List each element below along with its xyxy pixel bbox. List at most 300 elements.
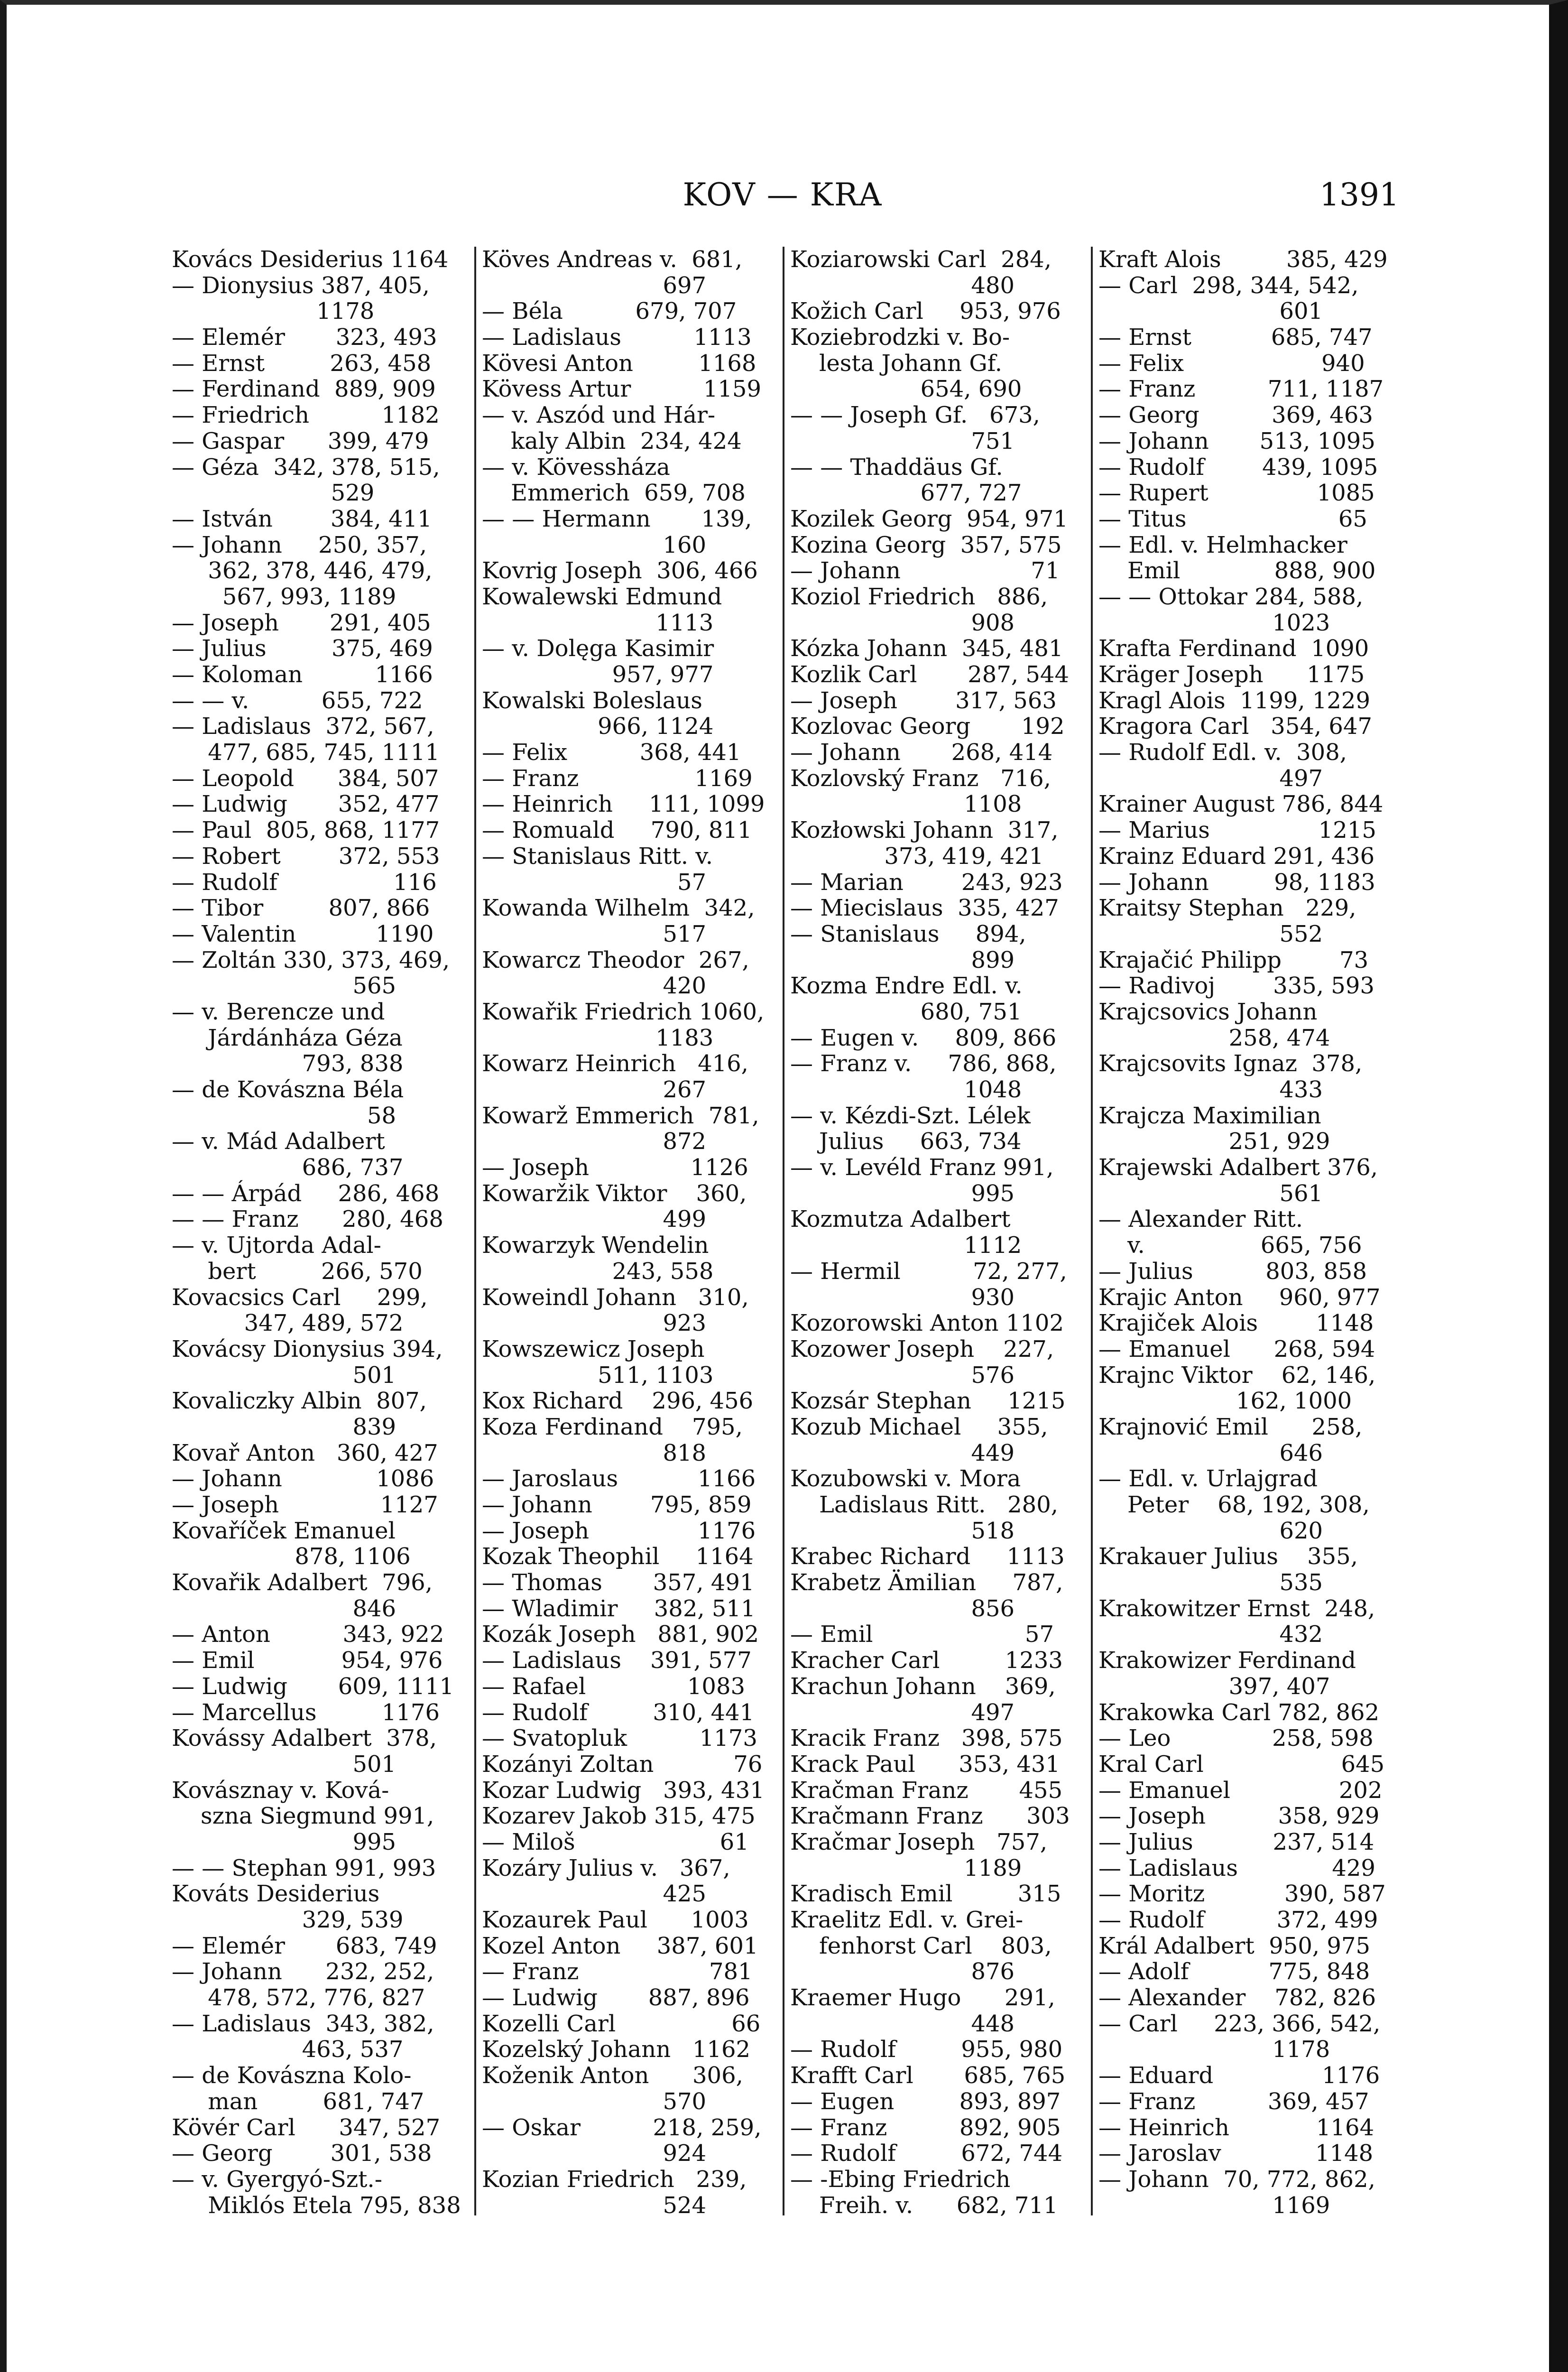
index-entry-line: Kozányi Zoltan 76 xyxy=(482,1751,763,1778)
index-entry-line: Kozmutza Adalbert xyxy=(790,1206,1011,1233)
index-entry-line: — Eugen 893, 897 xyxy=(790,2088,1061,2115)
index-entry-line: — Joseph 1127 xyxy=(172,1492,438,1518)
index-entry-line: Kozarev Jakob 315, 475 xyxy=(482,1803,756,1830)
index-entry-line: Kožich Carl 953, 976 xyxy=(790,298,1061,325)
index-entry-line: — Stanislaus 894, xyxy=(790,920,1026,947)
index-entry-line: — Marius 1215 xyxy=(1098,817,1376,844)
index-entry-line: 686, 737 xyxy=(172,1154,404,1181)
index-entry-line: lesta Johann Gf. xyxy=(790,350,1002,377)
column-4 xyxy=(1091,246,1399,2219)
index-entry-line: — Wladimir 382, 511 xyxy=(482,1595,756,1622)
index-entry-line: — v. Kézdi-Szt. Lélek xyxy=(790,1102,1031,1129)
index-entry-line: Kraitsy Stephan 229, xyxy=(1098,895,1356,922)
index-entry-line: — Gaspar 399, 479 xyxy=(172,427,429,454)
index-entry-line: — Rudolf 439, 1095 xyxy=(1098,454,1378,481)
index-entry-line: Král Adalbert 950, 975 xyxy=(1098,1932,1371,1959)
index-entry-line: — Joseph 358, 929 xyxy=(1098,1803,1380,1830)
index-entry-line: Koziol Friedrich 886, xyxy=(790,583,1048,610)
index-entry-line: Kowarzyk Wendelin xyxy=(482,1232,709,1259)
index-entry-line: — Johann 250, 357, xyxy=(172,531,427,558)
index-entry-line: — Johann 232, 252, xyxy=(172,1958,434,1985)
index-entry-line: — Felix 368, 441 xyxy=(482,739,741,766)
index-entry-line: — Franz 892, 905 xyxy=(790,2114,1061,2141)
index-entry-line: Krakowka Carl 782, 862 xyxy=(1098,1699,1380,1726)
index-entry-line: 957, 977 xyxy=(482,661,714,688)
index-entry-line: 677, 727 xyxy=(790,480,1022,507)
index-entry-line: — Johann 98, 1183 xyxy=(1098,869,1375,896)
index-entry-line: 1189 xyxy=(790,1854,1022,1881)
index-entry-line: Kovrig Joseph 306, 466 xyxy=(482,557,758,584)
index-entry-line: — Heinrich 111, 1099 xyxy=(482,791,765,818)
index-entry-line: — Edl. v. Urlajgrad xyxy=(1098,1465,1318,1492)
index-entry-line: 57 xyxy=(482,869,707,896)
index-entry-line: — Rupert 1085 xyxy=(1098,480,1375,507)
index-entry-line: — Franz v. 786, 868, xyxy=(790,1050,1057,1077)
index-entry-line: — — Thaddäus Gf. xyxy=(790,454,1003,481)
index-entry-line: 267 xyxy=(482,1076,707,1103)
index-entry-line: — Ludwig 352, 477 xyxy=(172,791,440,818)
index-entry-line: 524 xyxy=(482,2192,707,2219)
index-entry-line: Kračmar Joseph 757, xyxy=(790,1828,1048,1855)
index-entry-line: v. 665, 756 xyxy=(1098,1232,1362,1259)
index-entry-line: — Elemér 323, 493 xyxy=(172,324,437,351)
index-entry-line: Koweindl Johann 310, xyxy=(482,1284,749,1311)
index-entry-line: Julius 663, 734 xyxy=(790,1128,1022,1155)
index-entry-line: 160 xyxy=(482,531,707,558)
index-entry-line: 839 xyxy=(172,1413,397,1440)
index-entry-line: Kowszewicz Joseph xyxy=(482,1335,705,1362)
index-entry-line: — Edl. v. Helmhacker xyxy=(1098,531,1347,558)
index-entry-line: — Rudolf 116 xyxy=(172,869,437,896)
index-entry-line: Kozian Friedrich 239, xyxy=(482,2166,747,2193)
index-entry-line: — Miecislaus 335, 427 xyxy=(790,895,1059,922)
index-entry-line: 751 xyxy=(790,427,1015,454)
index-entry-line: Kovaříček Emanuel xyxy=(172,1517,396,1544)
index-entry-line: 517 xyxy=(482,920,707,947)
index-entry-line: 251, 929 xyxy=(1098,1128,1330,1155)
index-entry-line: kaly Albin 234, 424 xyxy=(482,427,742,454)
index-entry-line: — Johann 268, 414 xyxy=(790,739,1053,766)
index-entry-line: — Ludwig 609, 1111 xyxy=(172,1673,454,1700)
index-entry-line: 477, 685, 745, 1111 xyxy=(172,739,440,766)
index-entry-line: 567, 993, 1189 xyxy=(172,583,397,610)
index-entry-line: — — Ottokar 284, 588, xyxy=(1098,583,1364,610)
index-entry-line: — Marcellus 1176 xyxy=(172,1699,440,1726)
index-entry-line: — Johann 795, 859 xyxy=(482,1492,752,1518)
index-entry-line: Kozelli Carl 66 xyxy=(482,2010,761,2037)
index-entry-line: Kövess Artur 1159 xyxy=(482,376,762,403)
index-entry-line: Kowalewski Edmund xyxy=(482,583,722,610)
index-entry-line: 420 xyxy=(482,973,707,1000)
index-entry-line: — Paul 805, 868, 1177 xyxy=(172,817,440,844)
index-entry-line: 924 xyxy=(482,2140,707,2167)
index-entry-line: Kozłowski Johann 317, xyxy=(790,817,1059,844)
index-entry-line: — de Kovászna Béla xyxy=(172,1076,404,1103)
index-entry-line: Kozina Georg 357, 575 xyxy=(790,531,1062,558)
index-entry-line: — Koloman 1166 xyxy=(172,661,433,688)
index-entry-line: — v. Dolęga Kasimir xyxy=(482,635,714,662)
index-entry-line: — Johann 1086 xyxy=(172,1465,434,1492)
index-entry-line: Krajcsovits Ignaz 378, xyxy=(1098,1050,1363,1077)
index-entry-line: — Béla 679, 707 xyxy=(482,298,737,325)
index-entry-line: — Elemér 683, 749 xyxy=(172,1932,437,1959)
index-entry-line: — Heinrich 1164 xyxy=(1098,2114,1374,2141)
index-entry-line: — v. Kövessháza xyxy=(482,454,670,481)
index-entry-line: — Eduard 1176 xyxy=(1098,2062,1380,2089)
index-entry-line: — Thomas 357, 491 xyxy=(482,1569,755,1596)
index-entry-line: Kozlovský Franz 716, xyxy=(790,765,1051,792)
index-entry-line: Krajiček Alois 1148 xyxy=(1098,1310,1374,1337)
index-entry-line: 878, 1106 xyxy=(172,1543,411,1570)
index-entry-line: — Joseph 291, 405 xyxy=(172,609,431,636)
index-entry-line: — Alexander Ritt. xyxy=(1098,1206,1303,1233)
index-entry-line: — Hermil 72, 277, xyxy=(790,1258,1067,1285)
index-entry-line: 995 xyxy=(790,1180,1015,1207)
index-entry-line: Kövér Carl 347, 527 xyxy=(172,2114,441,2141)
index-entry-line: — Stanislaus Ritt. v. xyxy=(482,843,713,870)
index-entry-line: — Rudolf 672, 744 xyxy=(790,2140,1063,2167)
index-entry-line: — de Kovászna Kolo- xyxy=(172,2062,412,2089)
index-entry-line: 478, 572, 776, 827 xyxy=(172,1984,425,2011)
index-entry-line: 565 xyxy=(172,973,397,1000)
index-entry-line: Emmerich 659, 708 xyxy=(482,480,746,507)
index-entry-line: Kovařik Adalbert 796, xyxy=(172,1569,433,1596)
index-entry-line: szna Siegmund 991, xyxy=(172,1803,434,1830)
index-entry-line: — Friedrich 1182 xyxy=(172,402,440,429)
index-entry-line: Kracik Franz 398, 575 xyxy=(790,1725,1063,1752)
index-entry-line: Kowarž Emmerich 781, xyxy=(482,1102,759,1129)
index-entry-line: 501 xyxy=(172,1751,397,1778)
index-entry-line: — Georg 369, 463 xyxy=(1098,402,1373,429)
index-entry-line: 930 xyxy=(790,1284,1015,1311)
index-entry-line: 1108 xyxy=(790,791,1022,818)
column-3 xyxy=(783,246,1091,2219)
index-entry-line: — Marian 243, 923 xyxy=(790,869,1063,896)
index-entry-line: — Joseph 1126 xyxy=(482,1154,748,1181)
index-entry-line: — Julius 237, 514 xyxy=(1098,1828,1374,1855)
index-entry-line: Kozak Theophil 1164 xyxy=(482,1543,754,1570)
index-entry-line: 899 xyxy=(790,946,1015,973)
index-entry-line: — — Árpád 286, 468 xyxy=(172,1180,440,1207)
index-entry-line: Kraelitz Edl. v. Grei- xyxy=(790,1907,1024,1933)
index-entry-line: Emil 888, 900 xyxy=(1098,557,1376,584)
index-entry-line: 1178 xyxy=(172,298,375,325)
index-entry-line: — v. Berencze und xyxy=(172,998,385,1025)
index-entry-line: — — Joseph Gf. 673, xyxy=(790,402,1040,429)
index-entry-line: Koza Ferdinand 795, xyxy=(482,1413,743,1440)
index-entry-line: Kowařik Friedrich 1060, xyxy=(482,998,765,1025)
index-entry-line: — -Ebing Friedrich xyxy=(790,2166,1011,2193)
index-entry-line: — Tibor 807, 866 xyxy=(172,895,430,922)
page-header xyxy=(166,176,1399,229)
index-entry-line: — v. Aszód und Hár- xyxy=(482,402,716,429)
index-entry-line: 511, 1103 xyxy=(482,1362,714,1389)
index-entry-line: — Ernst 263, 458 xyxy=(172,350,432,377)
index-entry-line: Kozel Anton 387, 601 xyxy=(482,1932,758,1959)
index-entry-line: Kradisch Emil 315 xyxy=(790,1881,1061,1908)
index-entry-line: Kräger Joseph 1175 xyxy=(1098,661,1365,688)
index-entry-line: 793, 838 xyxy=(172,1050,404,1077)
directory-columns xyxy=(166,246,1399,2219)
index-entry-line: 497 xyxy=(1098,765,1323,792)
index-entry-line: Kraft Alois 385, 429 xyxy=(1098,246,1388,273)
index-entry-line: Kozar Ludwig 393, 431 xyxy=(482,1777,765,1804)
index-entry-line: 58 xyxy=(172,1102,397,1129)
index-entry-line: 347, 489, 572 xyxy=(172,1310,404,1337)
index-entry-line: — Johann 71 xyxy=(790,557,1060,584)
index-entry-line: Kovař Anton 360, 427 xyxy=(172,1439,438,1466)
index-entry-line: — Johann 70, 772, 862, xyxy=(1098,2166,1375,2193)
index-entry-line: 646 xyxy=(1098,1439,1323,1466)
index-entry-line: — Eugen v. 809, 866 xyxy=(790,1024,1057,1051)
index-entry-line: 425 xyxy=(482,1881,707,1908)
index-entry-line: Krakowitzer Ernst 248, xyxy=(1098,1595,1375,1622)
index-entry-line: 872 xyxy=(482,1128,707,1155)
index-entry-line: 561 xyxy=(1098,1180,1323,1207)
index-entry-line: — Joseph 317, 563 xyxy=(790,687,1057,714)
index-entry-line: — v. Mád Adalbert xyxy=(172,1128,385,1155)
index-entry-line: Peter 68, 192, 308, xyxy=(1098,1492,1370,1518)
index-entry-line: bert 266, 570 xyxy=(172,1258,423,1285)
index-entry-line: — Emanuel 202 xyxy=(1098,1777,1383,1804)
index-entry-line: — Oskar 218, 259, xyxy=(482,2114,762,2141)
index-entry-line: 362, 378, 446, 479, xyxy=(172,557,433,584)
index-entry-line: 1169 xyxy=(1098,2192,1330,2219)
index-entry-line: 856 xyxy=(790,1595,1015,1622)
index-entry-line: Kozorowski Anton 1102 xyxy=(790,1310,1064,1337)
index-entry-line: 501 xyxy=(172,1362,397,1389)
index-entry-line: Kovássy Adalbert 378, xyxy=(172,1725,437,1752)
index-entry-line: Járdánháza Géza xyxy=(172,1024,403,1051)
column-2 xyxy=(474,246,783,2219)
index-entry-line: Kozáry Julius v. 367, xyxy=(482,1854,730,1881)
index-entry-line: Krainer August 786, 844 xyxy=(1098,791,1384,818)
index-entry-line: Kraemer Hugo 291, xyxy=(790,1984,1055,2011)
running-head: KOV — KRA xyxy=(683,176,883,213)
index-entry-line: 966, 1124 xyxy=(482,713,714,740)
index-entry-line: Kovaliczky Albin 807, xyxy=(172,1388,427,1415)
index-entry-line: 923 xyxy=(482,1310,707,1337)
index-entry-line: Kovácsy Dionysius 394, xyxy=(172,1335,443,1362)
index-entry-line: 397, 407 xyxy=(1098,1673,1330,1700)
index-entry-line: 449 xyxy=(790,1439,1015,1466)
index-entry-line: Kračman Franz 455 xyxy=(790,1777,1063,1804)
index-entry-line: Krafft Carl 685, 765 xyxy=(790,2062,1066,2089)
index-entry-line: Kox Richard 296, 456 xyxy=(482,1388,754,1415)
index-entry-line: Krachun Johann 369, xyxy=(790,1673,1056,1700)
index-entry-line: — Svatopluk 1173 xyxy=(482,1725,757,1752)
index-entry-line: — Miloš 61 xyxy=(482,1828,749,1855)
index-entry-line: 518 xyxy=(790,1517,1015,1544)
index-entry-line: — Carl 223, 366, 542, xyxy=(1098,2010,1381,2037)
index-entry-line: 846 xyxy=(172,1595,397,1622)
index-entry-line: 654, 690 xyxy=(790,376,1022,403)
index-entry-line: — Rudolf 955, 980 xyxy=(790,2036,1063,2063)
index-entry-line: Kracher Carl 1233 xyxy=(790,1647,1063,1674)
index-entry-line: Miklós Etela 795, 838 xyxy=(172,2192,461,2219)
index-entry-line: — Dionysius 387, 405, xyxy=(172,272,430,299)
index-entry-line: — Georg 301, 538 xyxy=(172,2140,432,2167)
index-entry-line: — Ladislaus 429 xyxy=(1098,1854,1375,1881)
index-entry-line: 601 xyxy=(1098,298,1323,325)
index-entry-line: — — v. 655, 722 xyxy=(172,687,423,714)
index-entry-line: Kováts Desiderius xyxy=(172,1881,380,1908)
index-entry-line: — Alexander 782, 826 xyxy=(1098,1984,1376,2011)
index-entry-line: 499 xyxy=(482,1206,707,1233)
page-number: 1391 xyxy=(1319,176,1399,213)
index-entry-line: Kovács Desiderius 1164 xyxy=(172,246,449,273)
index-entry-line: Krajačić Philipp 73 xyxy=(1098,946,1369,973)
index-entry-line: — Adolf 775, 848 xyxy=(1098,1958,1370,1985)
index-entry-line: Krajewski Adalbert 376, xyxy=(1098,1154,1378,1181)
index-entry-line: — Valentin 1190 xyxy=(172,920,434,947)
index-entry-line: Kowalski Boleslaus xyxy=(482,687,702,714)
index-entry-line: — Ladislaus 343, 382, xyxy=(172,2010,434,2037)
index-entry-line: — Rudolf Edl. v. 308, xyxy=(1098,739,1347,766)
index-entry-line: Krakowizer Ferdinand xyxy=(1098,1647,1356,1674)
index-entry-line: Krajnc Viktor 62, 146, xyxy=(1098,1362,1376,1389)
index-entry-line: Krabec Richard 1113 xyxy=(790,1543,1065,1570)
index-entry-line: 463, 537 xyxy=(172,2036,404,2063)
index-entry-line: Kozilek Georg 954, 971 xyxy=(790,505,1068,532)
index-entry-line: Ladislaus Ritt. 280, xyxy=(790,1492,1058,1518)
index-entry-line: fenhorst Carl 803, xyxy=(790,1932,1052,1959)
index-entry-line: 432 xyxy=(1098,1621,1323,1648)
index-entry-line: — Ludwig 887, 896 xyxy=(482,1984,750,2011)
index-entry-line: Kozaurek Paul 1003 xyxy=(482,1907,749,1933)
index-entry-line: 243, 558 xyxy=(482,1258,714,1285)
index-entry-line: 1023 xyxy=(1098,609,1330,636)
index-entry-line: — Rafael 1083 xyxy=(482,1673,746,1700)
index-entry-line: — Franz 711, 1187 xyxy=(1098,376,1384,403)
index-entry-line: 535 xyxy=(1098,1569,1323,1596)
index-entry-line: — Jaroslav 1148 xyxy=(1098,2140,1374,2167)
index-entry-line: Kozlik Carl 287, 544 xyxy=(790,661,1069,688)
index-entry-line: Kral Carl 645 xyxy=(1098,1751,1385,1778)
index-entry-line: — Leopold 384, 507 xyxy=(172,765,439,792)
index-entry-line: — v. Ujtorda Adal- xyxy=(172,1232,381,1259)
index-entry-line: Krafta Ferdinand 1090 xyxy=(1098,635,1369,662)
index-entry-line: — Ernst 685, 747 xyxy=(1098,324,1373,351)
index-entry-line: 818 xyxy=(482,1439,707,1466)
index-entry-line: Krabetz Ämilian 787, xyxy=(790,1569,1063,1596)
index-entry-line: 908 xyxy=(790,609,1015,636)
index-entry-line: Köves Andreas v. 681, xyxy=(482,246,743,273)
index-entry-line: — Anton 343, 922 xyxy=(172,1621,444,1648)
index-entry-line: Kozlovac Georg 192 xyxy=(790,713,1065,740)
index-entry-line: 1048 xyxy=(790,1076,1022,1103)
index-entry-line: Kowanda Wilhelm 342, xyxy=(482,895,755,922)
index-entry-line: Krakauer Julius 355, xyxy=(1098,1543,1358,1570)
index-entry-line: Kowaržik Viktor 360, xyxy=(482,1180,747,1207)
index-entry-line: 448 xyxy=(790,2010,1015,2037)
index-entry-line: — Robert 372, 553 xyxy=(172,843,440,870)
index-entry-line: Kowarz Heinrich 416, xyxy=(482,1050,748,1077)
index-entry-line: 570 xyxy=(482,2088,707,2115)
index-entry-line: Krajcsovics Johann xyxy=(1098,998,1318,1025)
index-entry-line: 552 xyxy=(1098,920,1323,947)
index-entry-line: 697 xyxy=(482,272,707,299)
index-entry-line: Kovásznay v. Ková- xyxy=(172,1777,389,1804)
index-entry-line: Krajcza Maximilian xyxy=(1098,1102,1321,1129)
index-entry-line: — Ladislaus 391, 577 xyxy=(482,1647,752,1674)
index-entry-line: — Emil 57 xyxy=(790,1621,1054,1648)
index-entry-line: 329, 539 xyxy=(172,1907,404,1933)
index-entry-line: Kozubowski v. Mora xyxy=(790,1465,1021,1492)
index-entry-line: — Franz 369, 457 xyxy=(1098,2088,1369,2115)
index-entry-line: 1112 xyxy=(790,1232,1022,1259)
index-entry-line: Kozák Joseph 881, 902 xyxy=(482,1621,759,1648)
index-entry-line: Kračmann Franz 303 xyxy=(790,1803,1070,1830)
index-entry-line: — Ladislaus 1113 xyxy=(482,324,752,351)
index-entry-line: Kozma Endre Edl. v. xyxy=(790,973,1023,1000)
index-entry-line: Kowarcz Theodor 267, xyxy=(482,946,749,973)
index-entry-line: Kovacsics Carl 299, xyxy=(172,1284,428,1311)
index-entry-line: 529 xyxy=(172,480,375,507)
index-entry-line: Krajic Anton 960, 977 xyxy=(1098,1284,1381,1311)
index-entry-line: Kragl Alois 1199, 1229 xyxy=(1098,687,1370,714)
index-entry-line: Freih. v. 682, 711 xyxy=(790,2192,1058,2219)
index-entry-line: 433 xyxy=(1098,1076,1323,1103)
index-entry-line: 1183 xyxy=(482,1024,714,1051)
index-entry-line: — — Franz 280, 468 xyxy=(172,1206,443,1233)
index-entry-line: — Emil 954, 976 xyxy=(172,1647,443,1674)
index-entry-line: — Joseph 1176 xyxy=(482,1517,756,1544)
index-entry-line: 576 xyxy=(790,1362,1015,1389)
index-entry-line: — Johann 513, 1095 xyxy=(1098,427,1375,454)
index-entry-line: Kövesi Anton 1168 xyxy=(482,350,756,377)
index-entry-line: 995 xyxy=(172,1828,397,1855)
index-entry-line: — Jaroslaus 1166 xyxy=(482,1465,756,1492)
index-entry-line: — Julius 803, 858 xyxy=(1098,1258,1367,1285)
index-entry-line: — Rudolf 310, 441 xyxy=(482,1699,755,1726)
index-entry-line: — Franz 781 xyxy=(482,1958,753,1985)
column-1 xyxy=(166,246,474,2219)
index-entry-line: — v. Gyergyó-Szt.- xyxy=(172,2166,382,2193)
index-entry-line: 258, 474 xyxy=(1098,1024,1330,1051)
index-entry-line: Krack Paul 353, 431 xyxy=(790,1751,1060,1778)
index-entry-line: 1178 xyxy=(1098,2036,1330,2063)
index-entry-line: Kozsár Stephan 1215 xyxy=(790,1388,1066,1415)
index-entry-line: Kozower Joseph 227, xyxy=(790,1335,1054,1362)
index-entry-line: 680, 751 xyxy=(790,998,1022,1025)
index-entry-line: — Franz 1169 xyxy=(482,765,753,792)
index-entry-line: 876 xyxy=(790,1958,1015,1985)
index-entry-line: — Felix 940 xyxy=(1098,350,1365,377)
index-entry-line: Kragora Carl 354, 647 xyxy=(1098,713,1373,740)
index-entry-line: — Leo 258, 598 xyxy=(1098,1725,1374,1752)
index-entry-line: 162, 1000 xyxy=(1098,1388,1352,1415)
index-entry-line: — Ferdinand 889, 909 xyxy=(172,376,436,403)
index-entry-line: 373, 419, 421 xyxy=(790,843,1044,870)
index-entry-line: Kozub Michael 355, xyxy=(790,1413,1048,1440)
index-entry-line: Kózka Johann 345, 481 xyxy=(790,635,1063,662)
index-entry-line: Koženik Anton 306, xyxy=(482,2062,743,2089)
index-entry-line: — v. Levéld Franz 991, xyxy=(790,1154,1054,1181)
index-entry-line: 497 xyxy=(790,1699,1015,1726)
index-entry-line: — István 384, 411 xyxy=(172,505,432,532)
index-entry-line: — Radivoj 335, 593 xyxy=(1098,973,1374,1000)
index-entry-line: — Romuald 790, 811 xyxy=(482,817,752,844)
index-entry-line: Krainz Eduard 291, 436 xyxy=(1098,843,1375,870)
index-entry-line: — Géza 342, 378, 515, xyxy=(172,454,440,481)
index-entry-line: Krajnović Emil 258, xyxy=(1098,1413,1363,1440)
index-entry-line: 480 xyxy=(790,272,1015,299)
index-entry-line: — Moritz 390, 587 xyxy=(1098,1881,1386,1908)
index-entry-line: — Zoltán 330, 373, 469, xyxy=(172,946,450,973)
index-entry-line: — Carl 298, 344, 542, xyxy=(1098,272,1359,299)
index-entry-line: — — Hermann 139, xyxy=(482,505,752,532)
